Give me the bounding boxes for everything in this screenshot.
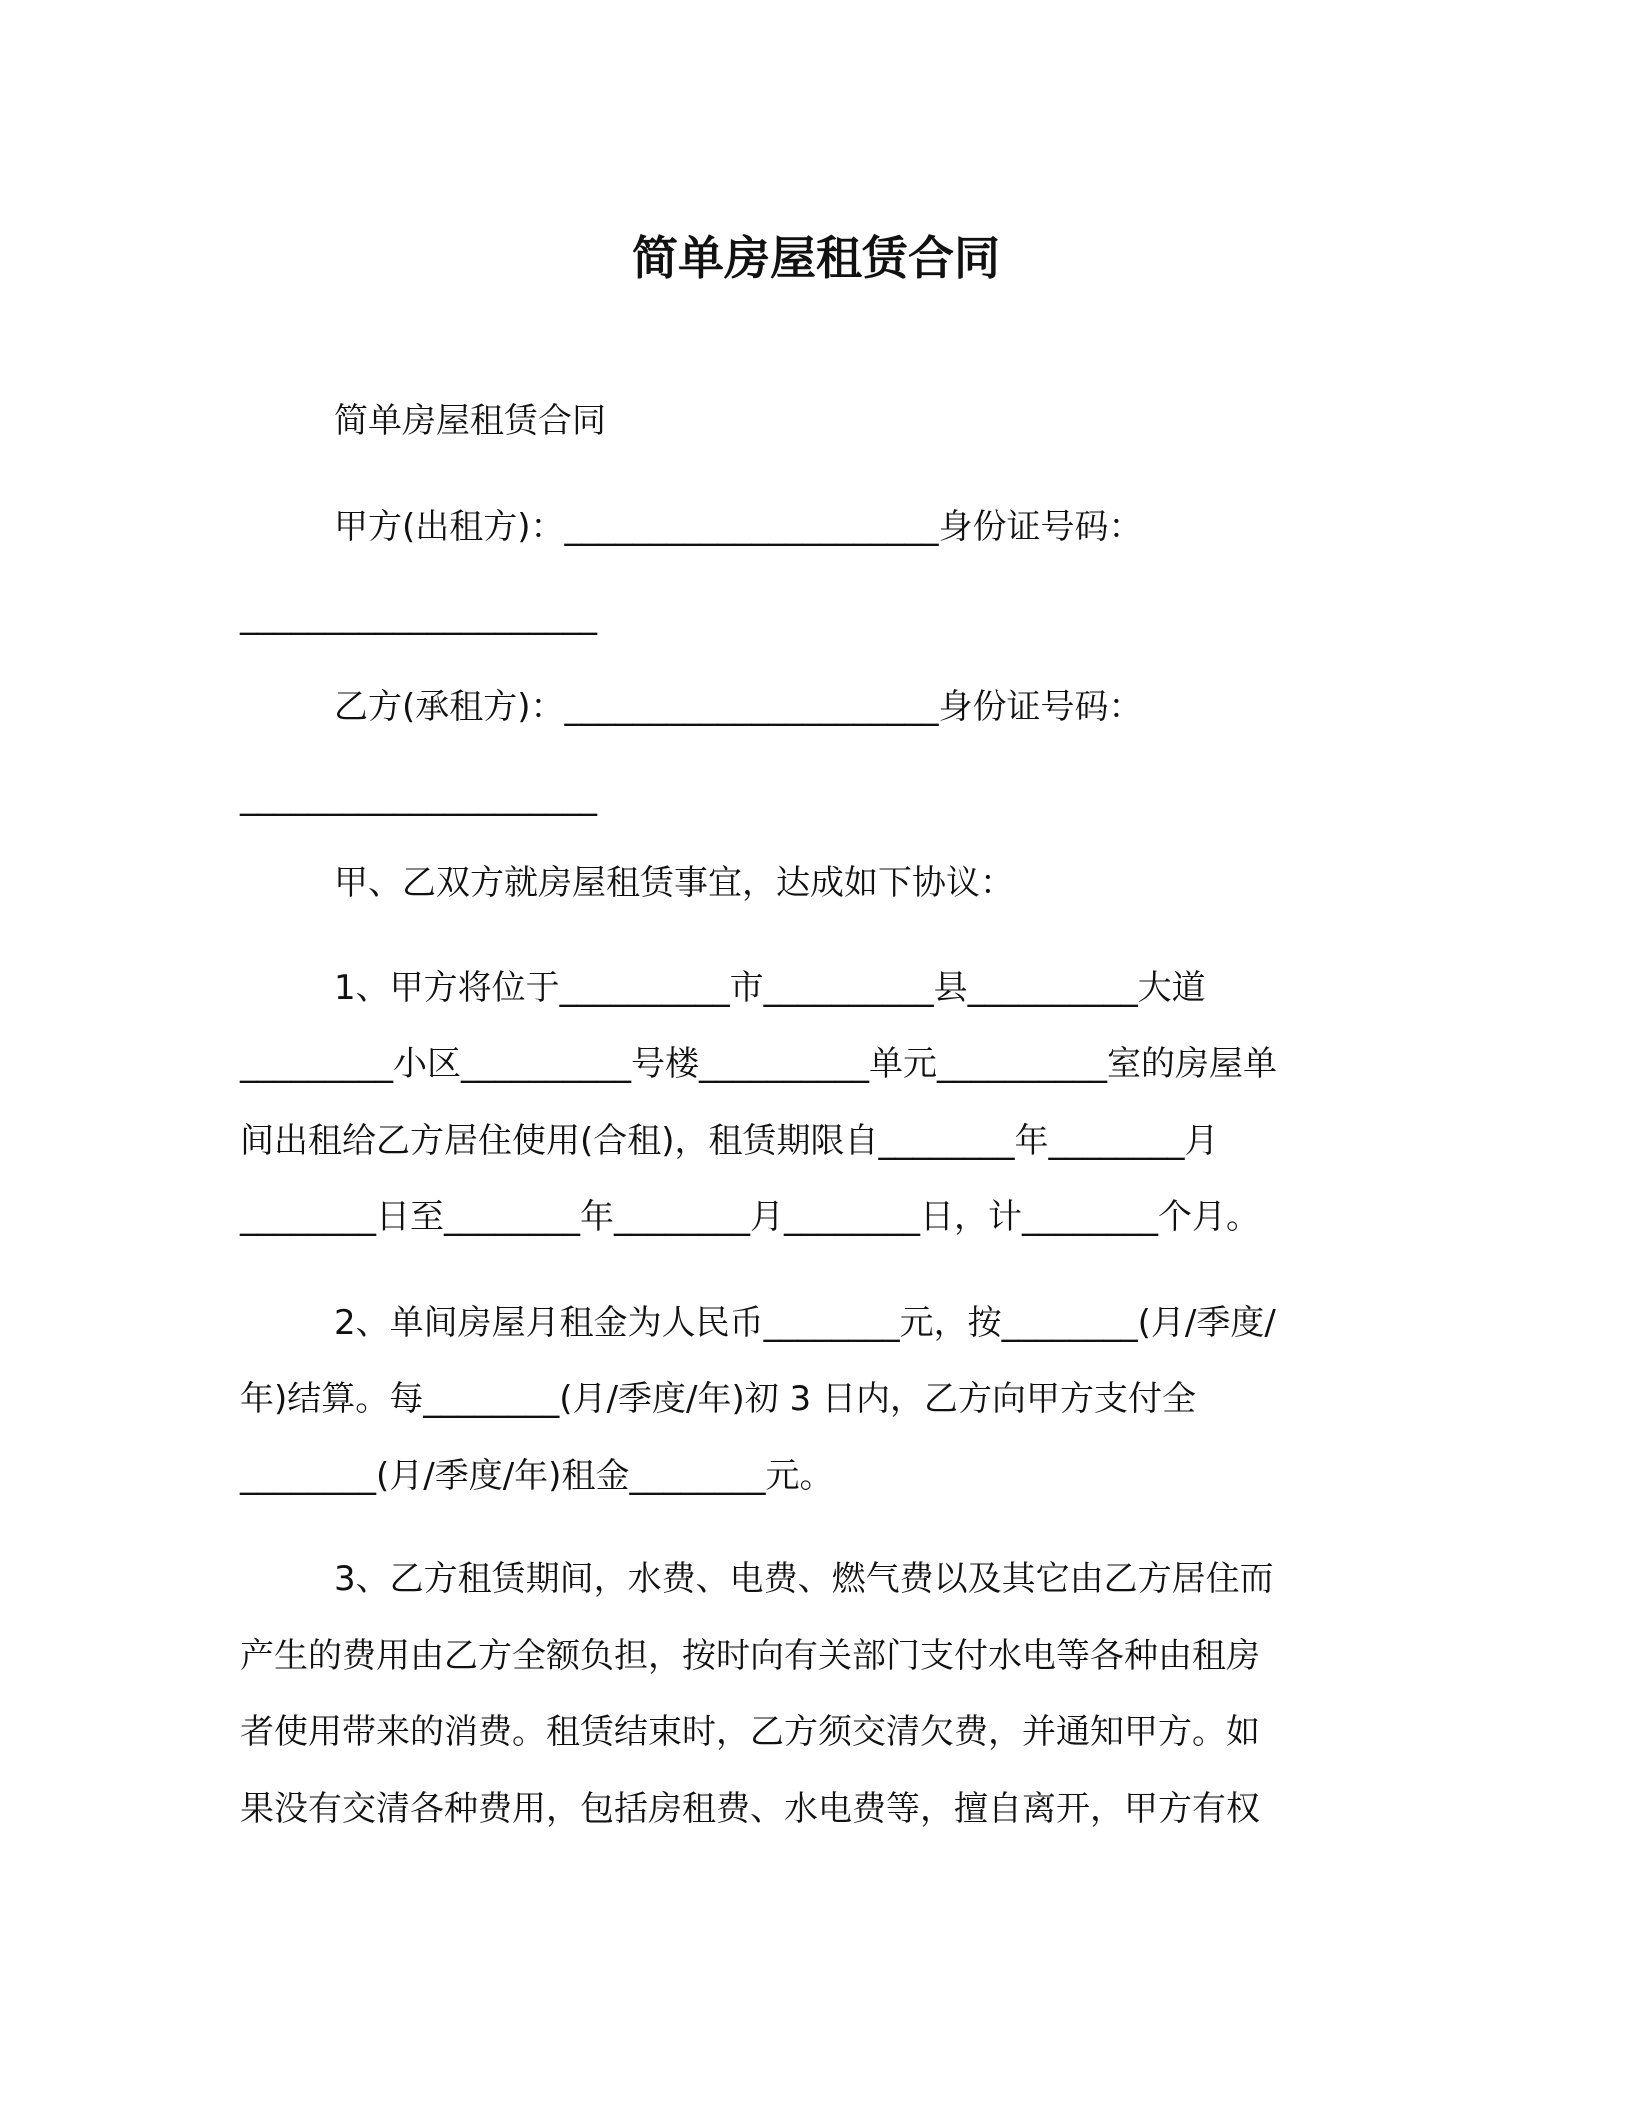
document-title: 简单房屋租赁合同 bbox=[632, 231, 1000, 285]
party-b-id-blank: _____________________ bbox=[240, 777, 597, 817]
clause-3-line-3: 者使用带来的消费。租赁结束时，乙方须交清欠费，并通知甲方。如 bbox=[240, 1712, 1260, 1752]
clause-3-line-1: 3、乙方租赁期间，水费、电费、燃气费以及其它由乙方居住而 bbox=[334, 1559, 1274, 1599]
subtitle-line: 简单房屋租赁合同 bbox=[334, 401, 606, 441]
clause-2-line-3: ________(月/季度/年)租金________元。 bbox=[240, 1456, 834, 1496]
clause-1-line-4: ________日至________年________月________日，计________个月。 bbox=[240, 1197, 1260, 1237]
party-a-line: 甲方(出租方)：______________________身份证号码： bbox=[334, 507, 1143, 547]
clause-1-line-1: 1、甲方将位于__________市__________县__________大道 bbox=[334, 968, 1206, 1008]
clause-1-line-2: _________小区__________号楼__________单元__________室的房屋单 bbox=[240, 1044, 1277, 1084]
party-a-id-blank: _____________________ bbox=[240, 596, 597, 636]
clause-3-line-4: 果没有交清各种费用，包括房租费、水电费等，擅自离开，甲方有权 bbox=[240, 1789, 1260, 1829]
clause-2-line-2: 年)结算。每________(月/季度/年)初 3 日内，乙方向甲方支付全 bbox=[240, 1379, 1196, 1419]
agreement-intro: 甲、乙双方就房屋租赁事宜，达成如下协议： bbox=[334, 863, 1014, 903]
clause-3-line-2: 产生的费用由乙方全额负担，按时向有关部门支付水电等各种由租房 bbox=[240, 1636, 1260, 1676]
clause-2-line-1: 2、单间房屋月租金为人民币________元，按________(月/季度/ bbox=[334, 1303, 1276, 1343]
clause-1-line-3: 间出租给乙方居住使用(合租)，租赁期限自________年________月 bbox=[240, 1121, 1219, 1161]
party-b-line: 乙方(承租方)：______________________身份证号码： bbox=[334, 687, 1143, 727]
